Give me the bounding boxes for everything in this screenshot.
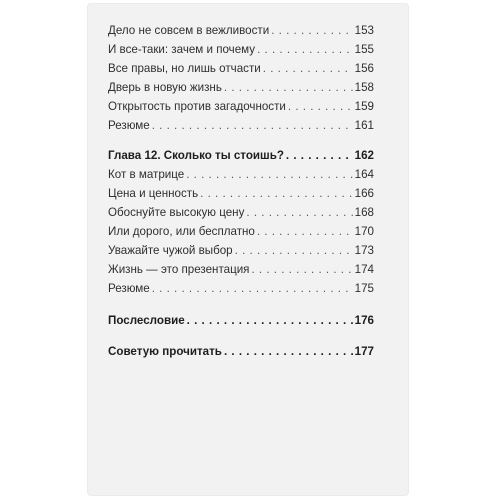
toc-entry-page: 159 (354, 100, 374, 113)
toc-entry-page: 164 (354, 168, 374, 181)
dot-leader (257, 222, 353, 241)
chapter-page: 162 (354, 149, 374, 162)
spacer (108, 298, 374, 311)
toc-entry-title: Кот в матрице (108, 168, 185, 181)
dot-leader (224, 78, 353, 97)
toc-entry (108, 222, 374, 241)
toc-entry-title: Резюме (108, 119, 150, 132)
toc-entry-title: Дело не совсем в вежливости (108, 24, 270, 37)
toc-entry-title: Все правы, но лишь отчасти (108, 62, 261, 75)
toc-chapter-heading (108, 146, 374, 165)
toc-entry (108, 203, 374, 222)
spacer (108, 330, 374, 342)
dot-leader (251, 260, 352, 279)
toc-entry (108, 59, 374, 78)
toc-entry-title: Жизнь — это презентация (108, 263, 250, 276)
toc-entry (108, 97, 374, 116)
toc-entry (108, 78, 374, 97)
dot-leader (224, 342, 353, 361)
toc-section-recommend (108, 342, 374, 361)
afterword-title: Послесловие (108, 314, 185, 327)
toc-entry (108, 116, 374, 135)
dot-leader (246, 203, 352, 222)
dot-leader (288, 97, 353, 116)
dot-leader (187, 311, 353, 330)
dot-leader (152, 279, 353, 298)
recommend-title: Советую прочитать (108, 345, 222, 358)
dot-leader (263, 59, 353, 78)
dot-leader (257, 40, 353, 59)
dot-leader (200, 184, 353, 203)
toc-entry (108, 184, 374, 203)
toc-entry-page: 158 (354, 81, 374, 94)
toc-entry-page: 155 (354, 43, 374, 56)
dot-leader (286, 146, 353, 165)
toc-entry-title: Или дорого, или бесплатно (108, 225, 255, 238)
toc-entry-title: Уважайте чужой выбор (108, 244, 233, 257)
toc-entry-page: 173 (354, 244, 374, 257)
dot-leader (152, 116, 353, 135)
toc-entry-title: Цена и ценность (108, 187, 199, 200)
toc-entry-page: 175 (354, 282, 374, 295)
toc-entry-title: Открытость против загадочности (108, 100, 286, 113)
dot-leader (271, 21, 352, 40)
toc-entry-title: Обоснуйте высокую цену (108, 206, 245, 219)
toc-entry (108, 241, 374, 260)
toc-entry-page: 166 (354, 187, 374, 200)
toc-entry (108, 21, 374, 40)
toc-entry-page: 168 (354, 206, 374, 219)
chapter-title: Глава 12. Сколько ты стоишь? (108, 149, 284, 162)
toc-entry (108, 165, 374, 184)
toc-entry-page: 170 (354, 225, 374, 238)
toc-entry-page: 161 (354, 119, 374, 132)
toc-section-afterword (108, 311, 374, 330)
toc-entry-page: 156 (354, 62, 374, 75)
afterword-page: 176 (354, 314, 374, 327)
recommend-page: 177 (354, 345, 374, 358)
spacer (108, 135, 374, 146)
toc-entry (108, 279, 374, 298)
toc-entry-page: 153 (354, 24, 374, 37)
toc-entry-title: И все-таки: зачем и почему (108, 43, 256, 56)
toc-entry (108, 260, 374, 279)
toc-entry-page: 174 (354, 263, 374, 276)
dot-leader (186, 165, 352, 184)
toc-entry-title: Дверь в новую жизнь (108, 81, 222, 94)
toc-entry (108, 40, 374, 59)
toc-entry-title: Резюме (108, 282, 150, 295)
table-of-contents (108, 21, 374, 361)
dot-leader (235, 241, 353, 260)
